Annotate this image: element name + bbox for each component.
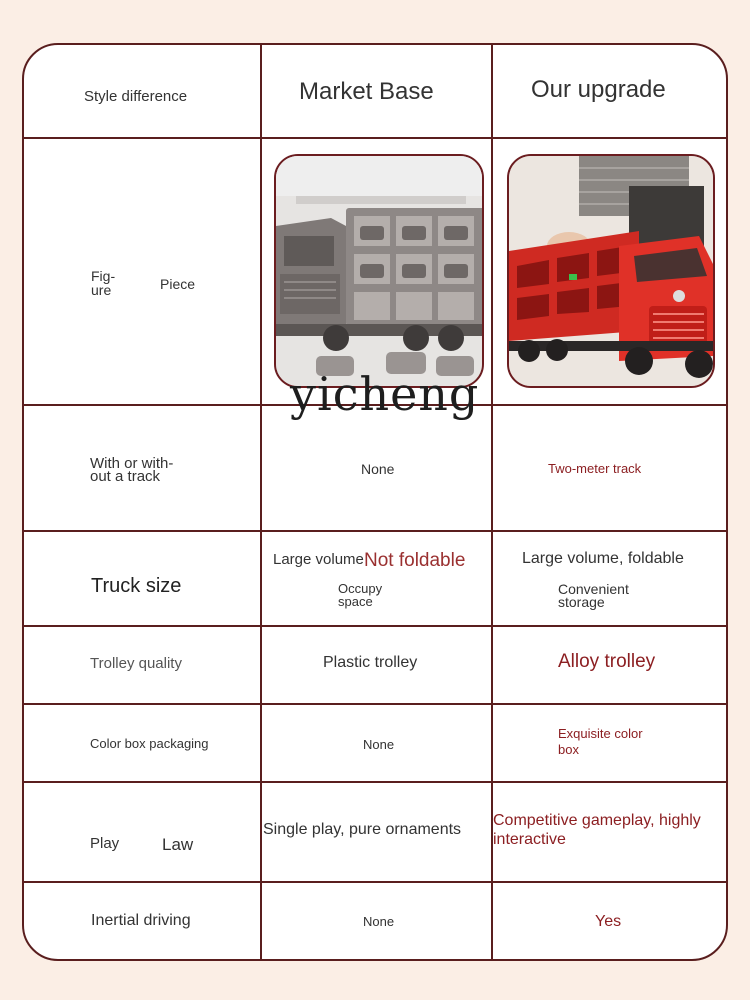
size-upgrade-convenient: Convenient (558, 581, 629, 597)
size-market-volume: Large volume (273, 551, 364, 568)
gray-truck-icon (276, 156, 484, 388)
size-upgrade-storage: storage (558, 594, 605, 610)
column-divider (260, 45, 262, 959)
inertial-label: Inertial driving (91, 912, 191, 929)
figure-label-part1: Fig- (91, 268, 116, 284)
market-truck-image (274, 154, 484, 388)
packaging-label: Color box packaging (90, 736, 209, 751)
play-label: Play (90, 835, 120, 852)
size-market-space: space (338, 594, 373, 609)
row-divider (24, 530, 726, 532)
row-divider (24, 781, 726, 783)
track-label-part2: out a track (90, 468, 161, 485)
row-divider (24, 881, 726, 883)
packaging-upgrade-part1: Exquisite color (558, 726, 643, 741)
piece-label: Piece (160, 276, 196, 292)
play-upgrade-part1: Competitive gameplay, highly (493, 812, 701, 829)
size-upgrade-volume: Large volume, foldable (522, 550, 684, 567)
watermark-text: yicheng (290, 367, 480, 421)
packaging-upgrade-part2: box (558, 742, 579, 757)
trolley-upgrade-value: Alloy trolley (558, 651, 656, 672)
track-label-part1: With or with- (90, 455, 174, 472)
upgrade-truck-image (507, 154, 715, 388)
play-market-value: Single play, pure ornaments (263, 821, 462, 838)
law-label: Law (162, 835, 194, 854)
figure-label-part2: ure (91, 282, 112, 298)
size-market-foldable: Not foldable (364, 550, 466, 571)
track-market-value: None (361, 461, 395, 477)
red-truck-icon (509, 156, 715, 388)
packaging-market-value: None (363, 737, 395, 752)
size-label: Truck size (91, 575, 182, 597)
header-our-upgrade: Our upgrade (531, 76, 666, 103)
inertial-market-value: None (363, 914, 395, 929)
trolley-label: Trolley quality (90, 655, 182, 672)
size-market-occupy: Occupy (338, 581, 383, 596)
comparison-table (22, 43, 728, 961)
header-style-difference: Style difference (84, 88, 188, 105)
row-divider (24, 703, 726, 705)
row-divider (24, 137, 726, 139)
inertial-upgrade-value: Yes (595, 913, 622, 930)
row-divider (24, 625, 726, 627)
track-upgrade-value: Two-meter track (548, 461, 642, 476)
trolley-market-value: Plastic trolley (323, 654, 418, 671)
play-upgrade-part2: interactive (493, 831, 566, 848)
header-market-base: Market Base (299, 78, 434, 105)
